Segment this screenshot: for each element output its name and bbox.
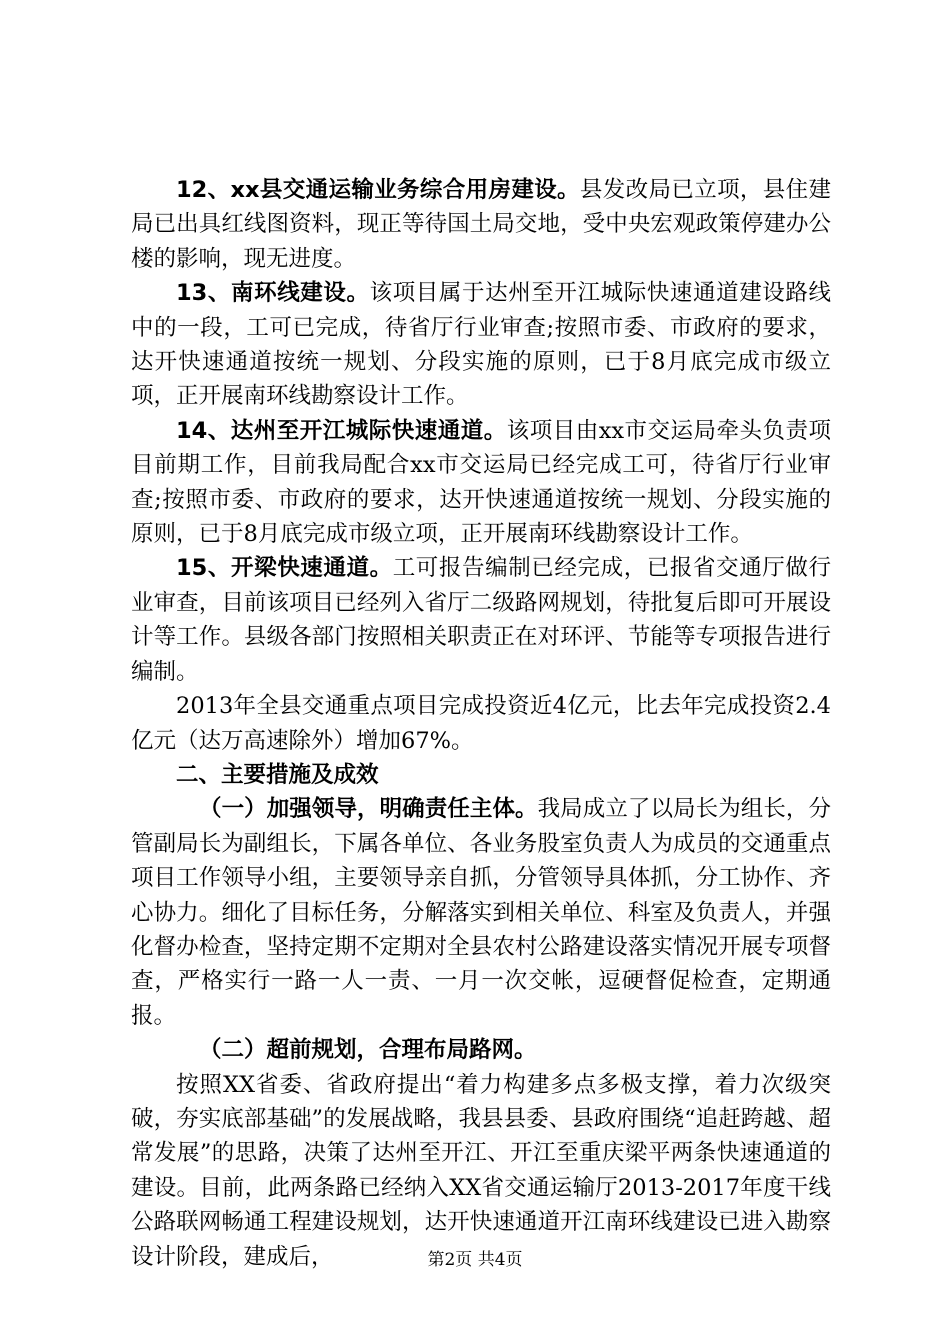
paragraph-heading: 14、达州至开江城际快速通道。: [176, 417, 507, 444]
subsection-two: [131, 1033, 831, 1067]
subsection-one: [131, 792, 831, 1033]
paragraph-heading: 12、xx县交通运输业务综合用房建设。: [176, 177, 580, 203]
paragraph-text: 该项目属于达州至开江城际快速通道建设路线中的一段，工可已完成，待省厅行业审查;按照市委、市政府的要求，达开快速通道按统一规划、分段实施的原则，已于8月底完成市级立项，正开展南环线勘察设计工作。: [131, 280, 831, 410]
paragraph-text: 该项目由xx市交运局牵头负责项目前期工作，目前我局配合xx市交运局已经完成工可，待省厅行业审查;按照市委、市政府的要求，达开快速通道按统一规划、分段实施的原则，已于8月底完成市级立项，正开展南环线勘察设计工作。: [131, 417, 832, 548]
paragraph-item-14: [131, 414, 831, 552]
paragraph-text: 县发改局已立项，县住建局已出具红线图资料，现正等待国土局交地，受中央宏观政策停建办公楼的影响，现无进度。: [131, 177, 831, 272]
paragraph-text: 工可报告编制已经完成，已报省交通厅做行业审查，目前该项目已经列入省厅二级路网规划，待批复后即可开展设计等工作。县级各部门按照相关职责正在对环评、节能等专项报告进行编制。: [131, 555, 831, 685]
subsection-heading: （二）超前规划，合理布局路网。: [199, 1037, 537, 1064]
page-footer: 第2页 共4页: [427, 1250, 523, 1270]
document-body: [131, 173, 831, 1274]
paragraph-item-15: [131, 551, 831, 689]
subsection-text: 我局成立了以局长为组长，分管副局长为副组长，下属各单位、各业务股室负责人为成员的交通重点项目工作领导小组，主要领导亲自抓，分管领导具体抓，分工协作、齐心协力。细化了目标任务，分解落实到相关单位、科室及负责人，并强化督办检查，坚持定期不定期对全县农村公路建设落实情况开展专项督查，严格实行一路一人一责、一月一次交帐，逗硬督促检查，定期通报。: [131, 796, 831, 1029]
paragraph-heading: 13、南环线建设。: [176, 280, 370, 307]
paragraph-heading: 15、开梁快速通道。: [176, 555, 393, 582]
paragraph-item-13: [131, 276, 831, 414]
section-heading: 二、主要措施及成效: [176, 761, 379, 788]
closing-paragraph: 按照XX省委、省政府提出“着力构建多点多极支撑，着力次级突破，夯实底部基础”的发展战略，我县县委、县政府围绕“追赶跨越、超常发展”的思路，决策了达州至开江、开江至重庆梁平两条快速通道的建设。目前，此两条路已经纳入XX省交通运输厅2013-2017年度干线公路联网畅通工程建设规划，达开快速通道开江南环线建设已进入勘察设计阶段，建成后，: [131, 1071, 831, 1270]
subsection-heading: （一）加强领导，明确责任主体。: [199, 796, 538, 823]
paragraph-item-12: [131, 173, 831, 276]
summary-paragraph: 2013年全县交通重点项目完成投资近4亿元，比去年完成投资2.4亿元（达万高速除外）增加67%。: [131, 693, 831, 754]
